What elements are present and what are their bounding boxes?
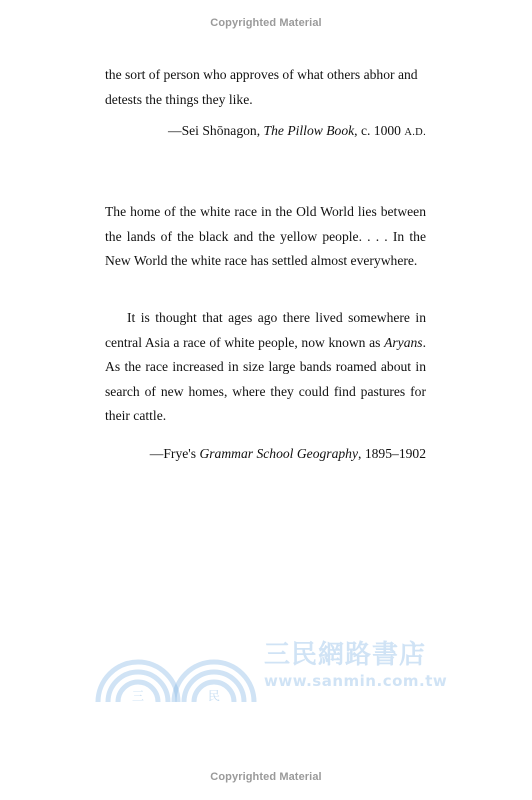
attribution-1-era: A.D. [404,127,426,138]
watermark-logo-char-right: 民 [208,689,221,703]
copyright-footer: Copyrighted Material [210,771,322,783]
watermark-name: 三民網路書店 [264,640,427,670]
attribution-2-suffix: , 1895–1902 [358,446,426,461]
paragraph-2-before: It is thought that ages ago there lived somewhere in central Asia a race of white people, now known as [105,310,426,350]
attribution-1-prefix: —Sei Shōnagon, [167,123,264,138]
epigraph-1-attribution [105,121,426,143]
epigraph-1-line-1: the sort of person who approves of what others abhor and [105,67,418,82]
epigraph-2-attribution [105,444,426,464]
epigraph-2-paragraph-2 [105,306,426,429]
epigraph-1-text [105,63,426,112]
watermark [92,630,448,710]
watermark-logo-char-left: 三 [132,689,145,703]
attribution-2-title: Grammar School Geography [199,446,359,461]
watermark-url: www.sanmin.com.tw [264,672,448,690]
epigraph-1-line-2: detests the things they like. [105,91,253,107]
paragraph-2-after: . As the race increased in size large bands roamed about in search of new homes, where they could find pastures for their cattle. [105,334,426,424]
attribution-1-suffix: , c. 1000 [354,123,405,138]
attribution-1-title: The Pillow Book [263,123,355,138]
paragraph-2-italic: Aryans [384,334,423,350]
epigraph-2-paragraph-1: The home of the white race in the Old World lies between the lands of the black and the yellow people. . . . In the New World the white race has settled almost everywhere. [105,204,426,269]
attribution-2-prefix: —Frye's [149,446,200,461]
watermark-logo-icon [92,640,260,706]
copyright-header: Copyrighted Material [210,17,322,29]
